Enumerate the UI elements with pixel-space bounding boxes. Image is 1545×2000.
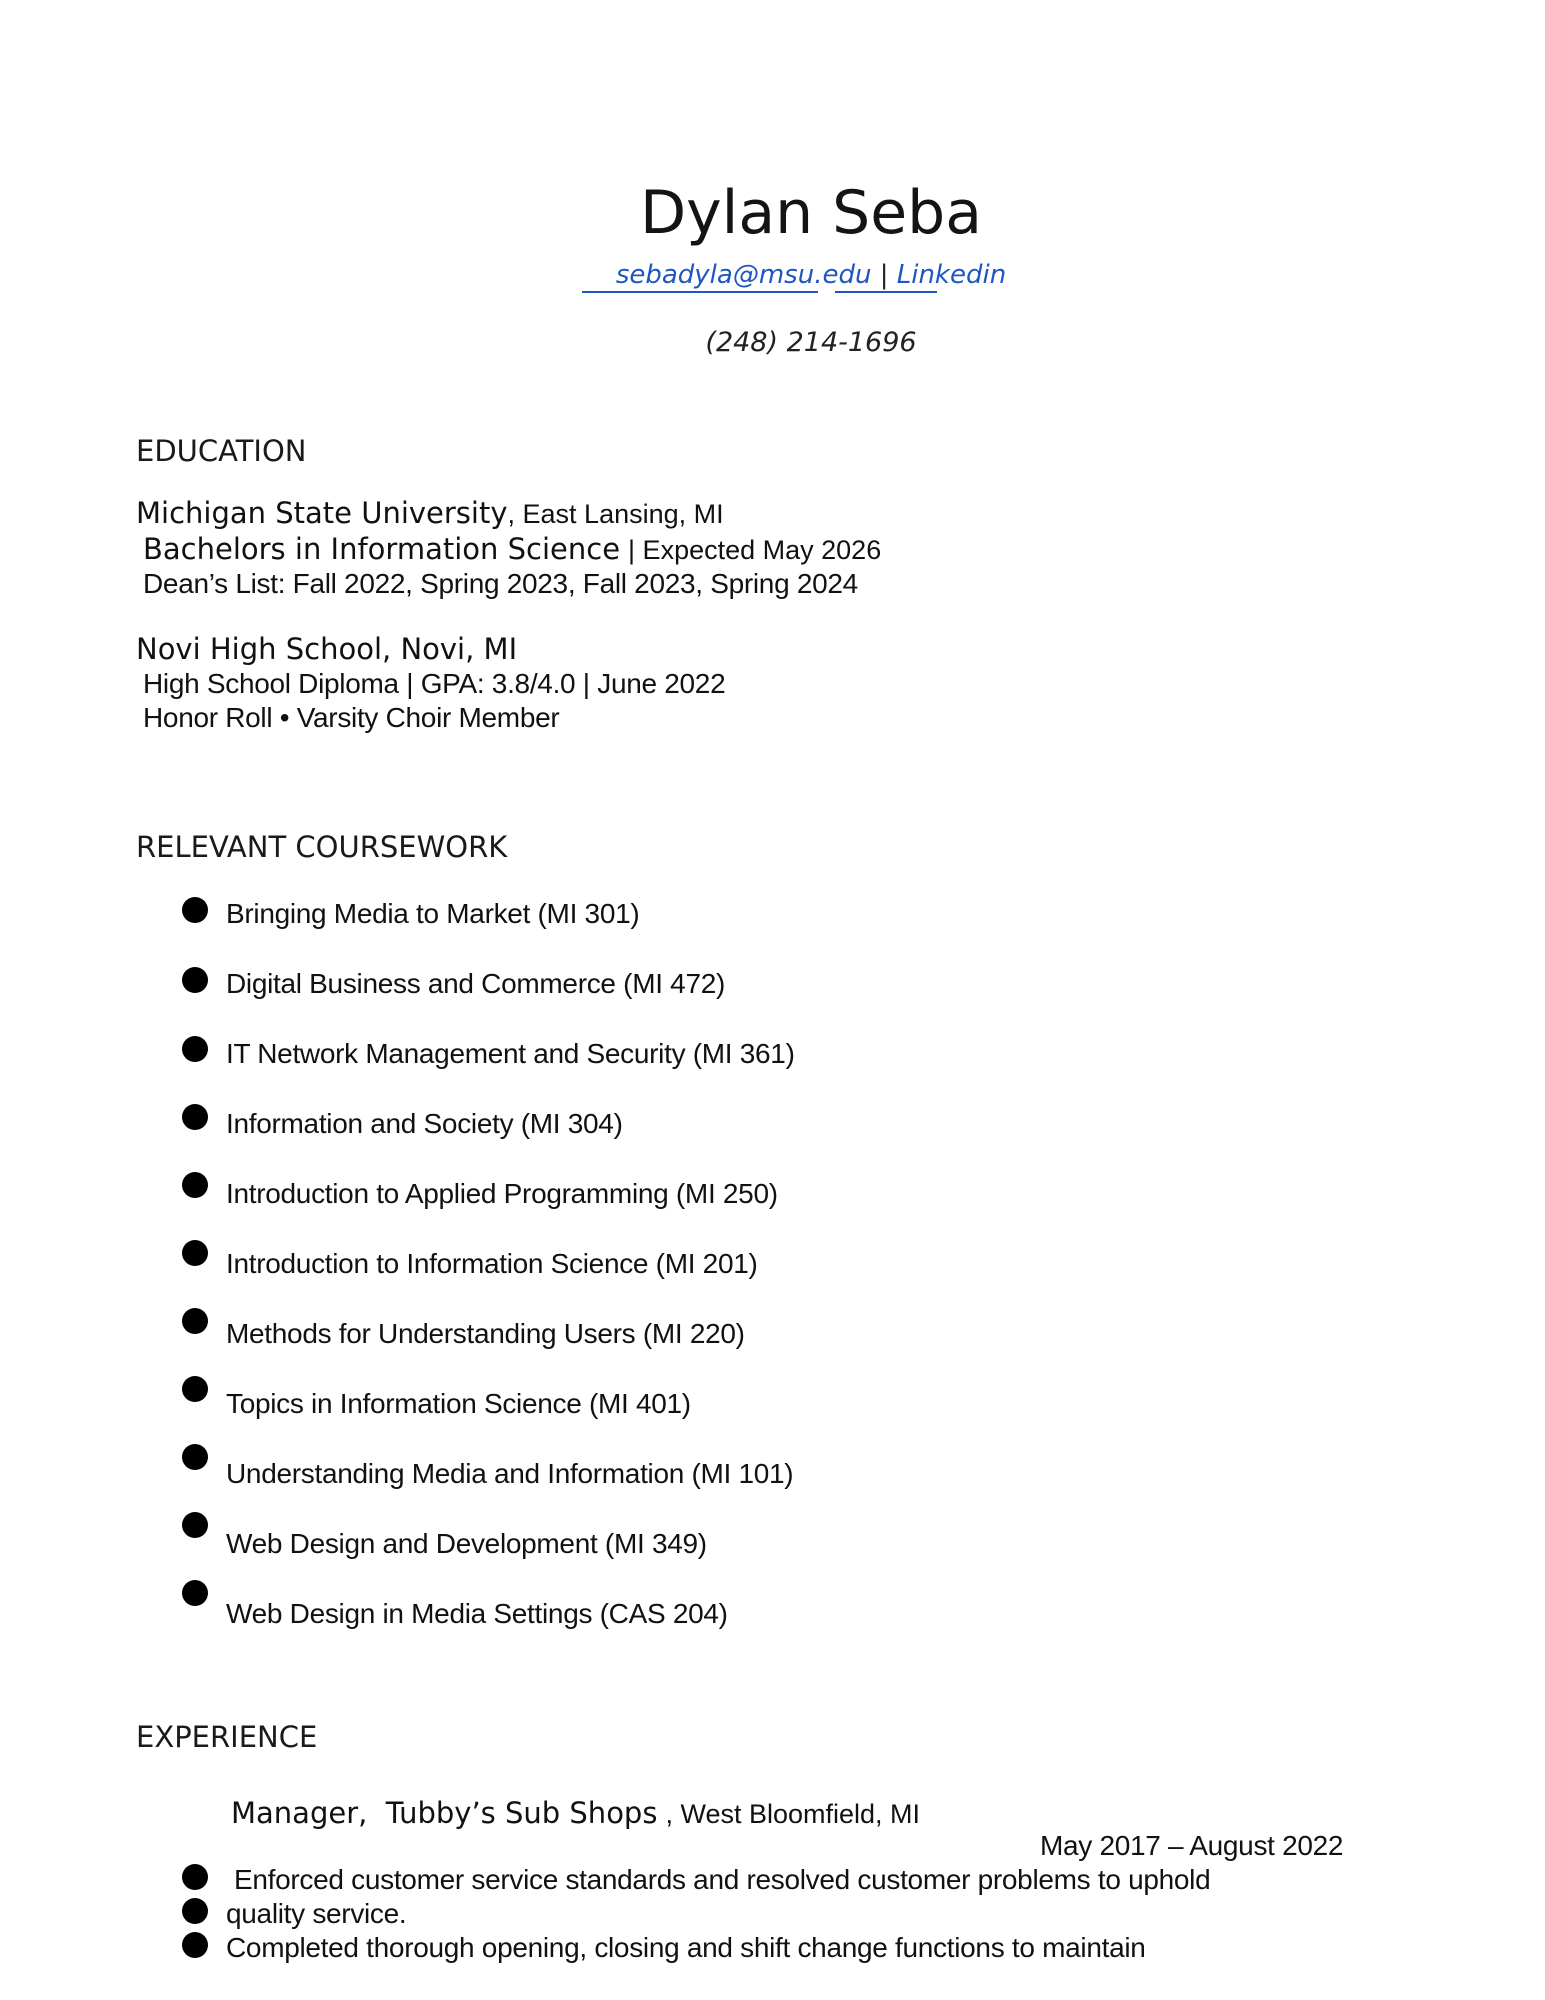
candidate-name: Dylan Seba	[639, 178, 983, 248]
job-location: , West Bloomfield, MI	[665, 1799, 921, 1829]
school-location: , East Lansing, MI	[507, 499, 724, 529]
bullet-icon	[182, 897, 208, 923]
linkedin-underline	[835, 291, 937, 293]
bullet-icon	[182, 1172, 208, 1198]
diploma-detail: High School Diploma | GPA: 3.8/4.0 | June 2022	[143, 668, 726, 699]
course-item: Introduction to Information Science (MI 201)	[226, 1248, 758, 1279]
bullet-icon	[182, 967, 208, 993]
bullet-icon	[182, 1444, 208, 1470]
bullet-icon	[182, 1580, 208, 1606]
course-item: Topics in Information Science (MI 401)	[226, 1388, 691, 1419]
contact-separator: |	[879, 260, 889, 290]
education-heading: EDUCATION	[136, 434, 307, 468]
job-title: Manager, Tubby’s Sub Shops	[231, 1796, 658, 1830]
job-bullet: Completed thorough opening, closing and shift change functions to maintain	[226, 1932, 1146, 1963]
bullet-icon	[182, 1864, 208, 1890]
course-item: Methods for Understanding Users (MI 220)	[226, 1318, 745, 1349]
degree-name: Bachelors in Information Science	[143, 532, 621, 566]
coursework-heading: RELEVANT COURSEWORK	[136, 830, 508, 864]
job-bullet: quality service.	[226, 1898, 407, 1929]
course-item: Understanding Media and Information (MI 101)	[226, 1458, 794, 1489]
course-item: Web Design in Media Settings (CAS 204)	[226, 1598, 728, 1629]
course-item: IT Network Management and Security (MI 361)	[226, 1038, 795, 1069]
course-item: Bringing Media to Market (MI 301)	[226, 898, 640, 929]
email-underline	[582, 291, 818, 293]
bullet-icon	[182, 1932, 208, 1958]
school-name: Michigan State University	[136, 496, 508, 530]
degree-line	[143, 532, 881, 566]
deans-list: Dean’s List: Fall 2022, Spring 2023, Fall 2023, Spring 2024	[143, 568, 858, 599]
bullet-icon	[182, 1512, 208, 1538]
bullet-icon	[182, 1036, 208, 1062]
email-link[interactable]: sebadyla@msu.edu	[615, 260, 872, 290]
job-title-line	[231, 1796, 920, 1830]
course-item: Digital Business and Commerce (MI 472)	[226, 968, 726, 999]
contact-line	[0, 260, 1545, 290]
bullet-icon	[182, 1104, 208, 1130]
school-msu	[136, 496, 724, 530]
honors-detail: Honor Roll • Varsity Choir Member	[143, 702, 560, 733]
linkedin-link[interactable]: Linkedin	[896, 260, 1007, 290]
phone-number: (248) 214-1696	[705, 327, 917, 358]
job-dates: May 2017 – August 2022	[1040, 1830, 1344, 1861]
course-item: Introduction to Applied Programming (MI 250)	[226, 1178, 778, 1209]
bullet-icon	[182, 1898, 208, 1924]
bullet-icon	[182, 1376, 208, 1402]
course-item: Web Design and Development (MI 349)	[226, 1528, 707, 1559]
course-item: Information and Society (MI 304)	[226, 1108, 623, 1139]
school-novi: Novi High School, Novi, MI	[136, 632, 518, 666]
experience-heading: EXPERIENCE	[136, 1720, 318, 1754]
job-bullet: Enforced customer service standards and resolved customer problems to uphold	[234, 1864, 1211, 1895]
bullet-icon	[182, 1240, 208, 1266]
degree-expected: | Expected May 2026	[628, 535, 882, 565]
bullet-icon	[182, 1308, 208, 1334]
